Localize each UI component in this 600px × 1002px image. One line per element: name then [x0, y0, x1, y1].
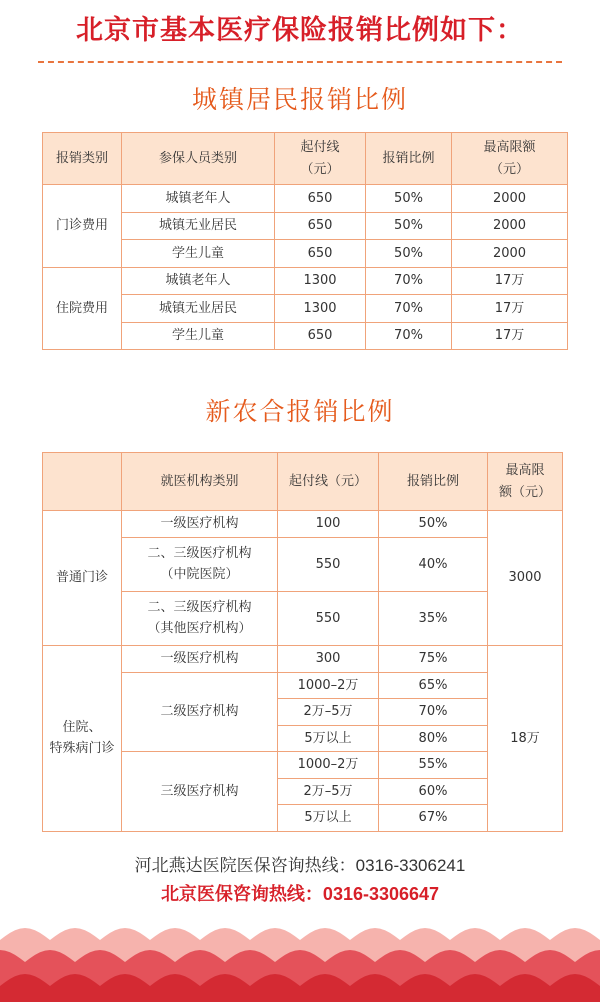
person-type-cell: 城镇老年人 — [122, 267, 275, 295]
category-cell: 普通门诊 — [43, 511, 122, 646]
threshold-cell: 550 — [278, 538, 379, 592]
ratio-cell: 70% — [379, 699, 488, 726]
column-header — [43, 453, 122, 511]
ratio-cell: 70% — [366, 295, 452, 323]
institution-cell: 二、三级医疗机构 （中院医院） — [122, 538, 278, 592]
limit-cell: 2000 — [452, 212, 568, 240]
table-row — [43, 267, 568, 295]
threshold-cell: 550 — [278, 591, 379, 645]
header-row — [43, 453, 563, 511]
institution-cell: 一级医疗机构 — [122, 645, 278, 672]
threshold-cell: 650 — [275, 185, 366, 213]
threshold-cell: 650 — [275, 322, 366, 350]
column-header: 报销比例 — [379, 453, 488, 511]
ratio-cell: 55% — [379, 752, 488, 779]
ratio-cell: 50% — [366, 240, 452, 268]
limit-cell: 3000 — [488, 511, 563, 646]
category-cell: 住院费用 — [43, 267, 122, 350]
limit-cell: 17万 — [452, 295, 568, 323]
column-header: 最高限 额（元） — [488, 453, 563, 511]
ratio-cell: 67% — [379, 805, 488, 832]
beijing-hotline: 北京医保咨询热线：0316-3306647 — [160, 884, 440, 904]
column-header: 最高限额 （元） — [452, 133, 568, 185]
institution-cell: 三级医疗机构 — [122, 752, 278, 832]
person-type-cell: 城镇无业居民 — [122, 212, 275, 240]
threshold-cell: 300 — [278, 645, 379, 672]
ratio-cell: 70% — [366, 267, 452, 295]
urban-reimbursement-table — [42, 132, 568, 350]
ratio-cell: 50% — [366, 212, 452, 240]
threshold-cell: 2万–5万 — [278, 778, 379, 805]
ratio-cell: 80% — [379, 725, 488, 752]
column-header: 报销比例 — [366, 133, 452, 185]
threshold-cell: 650 — [275, 240, 366, 268]
threshold-cell: 1300 — [275, 267, 366, 295]
limit-cell: 17万 — [452, 267, 568, 295]
limit-cell: 18万 — [488, 645, 563, 831]
person-type-cell: 学生儿童 — [122, 322, 275, 350]
threshold-cell: 1300 — [275, 295, 366, 323]
threshold-cell: 5万以上 — [278, 805, 379, 832]
limit-cell: 2000 — [452, 185, 568, 213]
limit-cell: 2000 — [452, 240, 568, 268]
threshold-cell: 100 — [278, 511, 379, 538]
ratio-cell: 75% — [379, 645, 488, 672]
rural-section-title: 新农合报销比例 — [205, 397, 395, 426]
column-header: 就医机构类别 — [122, 453, 278, 511]
institution-cell: 二级医疗机构 — [122, 672, 278, 752]
threshold-cell: 1000–2万 — [278, 752, 379, 779]
column-header: 起付线 （元） — [275, 133, 366, 185]
hospital-hotline: 河北燕达医院医保咨询热线：0316-3306241 — [134, 856, 466, 875]
header-row — [43, 133, 568, 185]
person-type-cell: 学生儿童 — [122, 240, 275, 268]
ratio-cell: 65% — [379, 672, 488, 699]
wave-footer-decoration — [0, 910, 600, 1002]
institution-cell: 一级医疗机构 — [122, 511, 278, 538]
limit-cell: 17万 — [452, 322, 568, 350]
threshold-cell: 2万–5万 — [278, 699, 379, 726]
person-type-cell: 城镇老年人 — [122, 185, 275, 213]
table-row — [43, 645, 563, 672]
threshold-cell: 650 — [275, 212, 366, 240]
threshold-cell: 5万以上 — [278, 725, 379, 752]
threshold-cell: 1000–2万 — [278, 672, 379, 699]
ratio-cell: 60% — [379, 778, 488, 805]
dashed-divider — [38, 61, 562, 63]
table-row — [43, 295, 568, 323]
column-header: 参保人员类别 — [122, 133, 275, 185]
urban-section-title: 城镇居民报销比例 — [191, 85, 408, 114]
table-row — [43, 511, 563, 538]
ratio-cell: 50% — [366, 185, 452, 213]
category-cell: 门诊费用 — [43, 185, 122, 268]
rural-reimbursement-table — [42, 452, 563, 832]
institution-cell: 二、三级医疗机构 （其他医疗机构） — [122, 591, 278, 645]
ratio-cell: 40% — [379, 538, 488, 592]
person-type-cell: 城镇无业居民 — [122, 295, 275, 323]
column-header: 报销类别 — [43, 133, 122, 185]
ratio-cell: 70% — [366, 322, 452, 350]
column-header: 起付线（元） — [278, 453, 379, 511]
ratio-cell: 35% — [379, 591, 488, 645]
ratio-cell: 50% — [379, 511, 488, 538]
category-cell: 住院、 特殊病门诊 — [43, 645, 122, 831]
page-title: 北京市基本医疗保险报销比例如下： — [76, 15, 524, 46]
table-row — [43, 212, 568, 240]
table-row — [43, 240, 568, 268]
table-row — [43, 185, 568, 213]
table-row — [43, 322, 568, 350]
